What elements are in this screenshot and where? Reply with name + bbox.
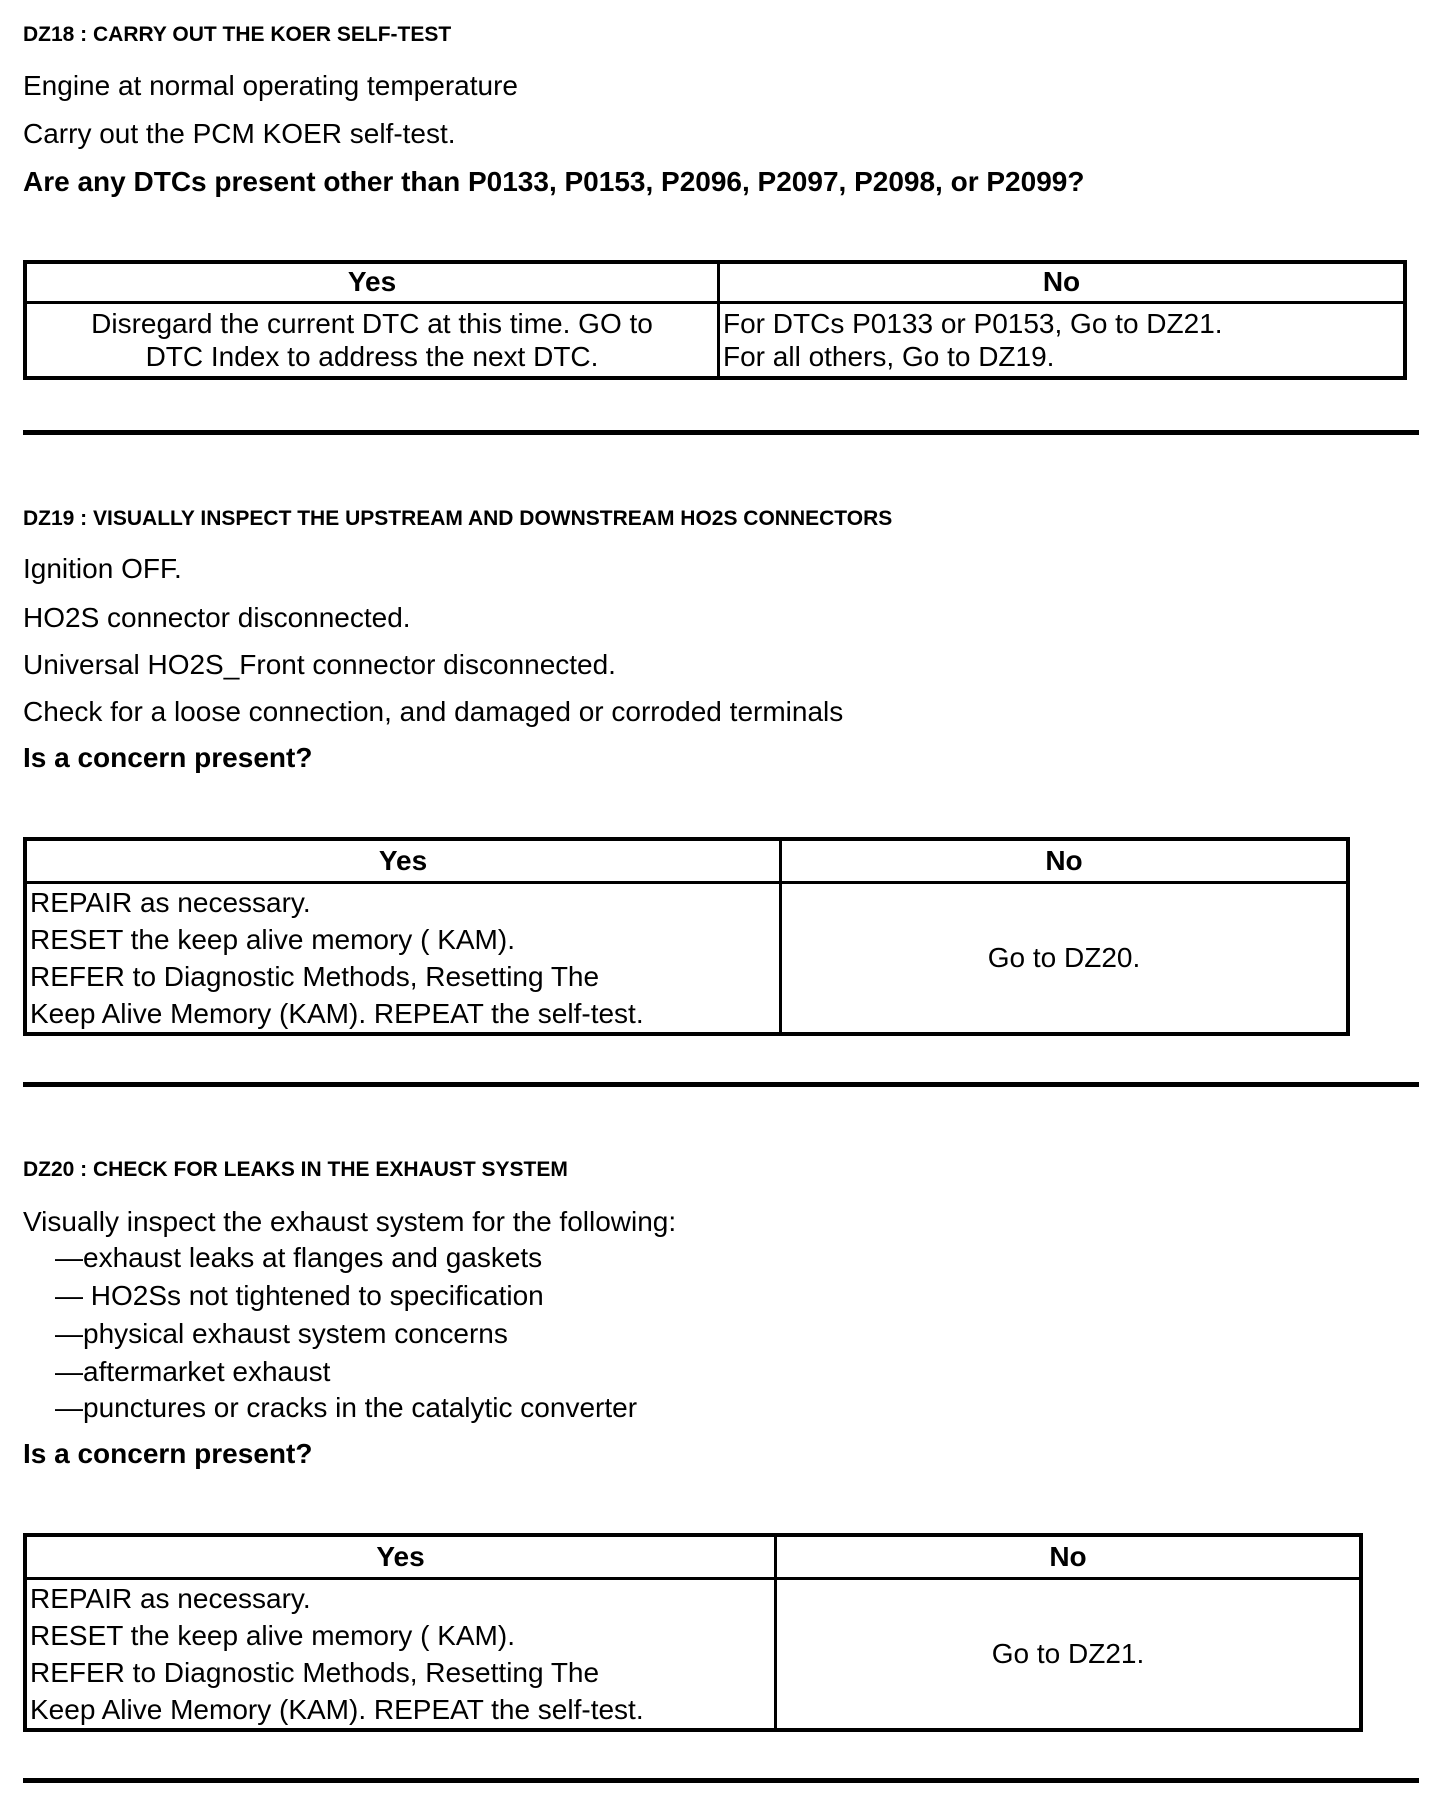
no-cell [719,302,1406,378]
no-cell [776,1578,1362,1730]
cell-line: Disregard the current DTC at this time. GO to [91,307,653,339]
header-yes: Yes [25,1535,776,1578]
result-table-dz19 [23,837,1350,1036]
yes-cell [25,882,781,1034]
step-heading-dz19: DZ19 : VISUALLY INSPECT THE UPSTREAM AND DOWNSTREAM HO2S CONNECTORS [23,507,893,530]
step-line: Universal HO2S_Front connector disconnected. [23,649,616,680]
cell-line: DTC Index to address the next DTC. [145,340,599,372]
step-line: Ignition OFF. [23,553,182,584]
bullet-item: —physical exhaust system concerns [55,1318,508,1349]
section-divider [23,430,1419,435]
cell-line: Go to DZ21. [991,1638,1145,1669]
step-line: Carry out the PCM KOER self-test. [23,118,456,149]
no-cell [781,882,1349,1034]
header-no: No [776,1535,1362,1578]
bullet-item: —punctures or cracks in the catalytic converter [55,1392,638,1423]
cell-line: For all others, Go to DZ19. [723,340,1055,372]
cell-line: Keep Alive Memory (KAM). REPEAT the self-test. [30,997,644,1029]
cell-line: REFER to Diagnostic Methods, Resetting The [30,960,600,992]
section-divider [23,1778,1419,1783]
header-no: No [781,839,1349,882]
cell-line: REPAIR as necessary. [30,886,311,918]
cell-line: RESET the keep alive memory ( KAM). [30,1619,515,1651]
step-question: Are any DTCs present other than P0133, P0153, P2096, P2097, P2098, or P2099? [23,166,1085,197]
step-question: Is a concern present? [23,1438,313,1469]
cell-line: Go to DZ20. [987,942,1141,973]
step-line: HO2S connector disconnected. [23,602,411,633]
cell-line: REPAIR as necessary. [30,1582,311,1614]
cell-line: Keep Alive Memory (KAM). REPEAT the self-test. [30,1693,644,1725]
step-line: Check for a loose connection, and damaged or corroded terminals [23,696,844,727]
step-heading-dz20: DZ20 : CHECK FOR LEAKS IN THE EXHAUST SYSTEM [23,1158,568,1181]
yes-cell [25,302,719,378]
yes-cell [25,1578,776,1730]
header-yes: Yes [25,262,719,302]
bullet-item: — HO2Ss not tightened to specification [55,1280,544,1311]
step-question: Is a concern present? [23,742,313,773]
cell-line: For DTCs P0133 or P0153, Go to DZ21. [723,307,1223,339]
result-table-dz20 [23,1533,1363,1732]
bullet-item: —exhaust leaks at flanges and gaskets [55,1242,543,1273]
cell-line: RESET the keep alive memory ( KAM). [30,923,515,955]
cell-line: REFER to Diagnostic Methods, Resetting The [30,1656,600,1688]
step-line: Engine at normal operating temperature [23,70,518,101]
result-table-dz18 [23,260,1407,380]
section-divider [23,1082,1419,1087]
bullet-item: —aftermarket exhaust [55,1356,331,1387]
header-yes: Yes [25,839,781,882]
step-line: Visually inspect the exhaust system for the following: [23,1206,677,1237]
step-heading-dz18: DZ18 : CARRY OUT THE KOER SELF-TEST [23,23,452,46]
header-no: No [719,262,1406,302]
